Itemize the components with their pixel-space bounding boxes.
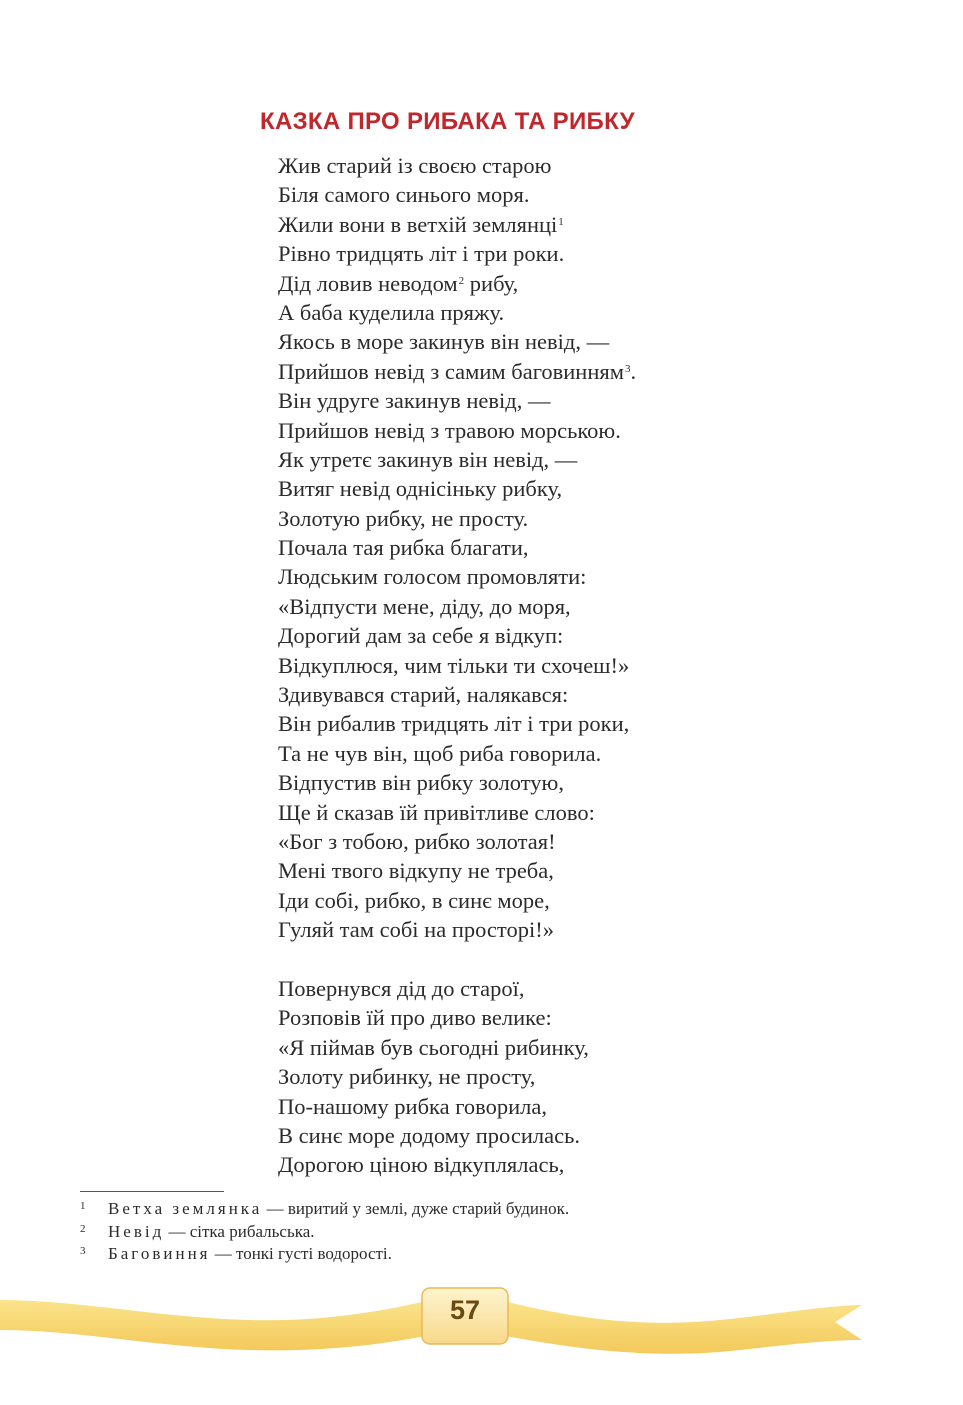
poem-line: По-нашому рибка говорила, xyxy=(278,1093,547,1119)
footnote-number: 3 xyxy=(80,1245,86,1257)
poem-line: Золоту рибинку, не просту, xyxy=(278,1064,536,1090)
footnote-divider xyxy=(80,1191,224,1192)
footnote-number: 1 xyxy=(80,1200,86,1212)
poem-line: Здивувався старий, налякався: xyxy=(278,682,569,708)
poem-line: «Відпусти мене, діду, до моря, xyxy=(278,593,571,619)
poem-line: Якось в море закинув він невід, — xyxy=(278,329,610,355)
poem-line: Ще й сказав їй привітливе слово: xyxy=(278,799,595,825)
poem-line: Відкуплюся, чим тільки ти схочеш!» xyxy=(278,652,630,678)
footnote-number: 2 xyxy=(80,1222,86,1235)
footnote-term: Ветха землянка xyxy=(108,1199,263,1218)
poem-line-text: Прийшов невід з самим баговинням xyxy=(278,358,624,384)
poem-line: «Бог з тобою, рибко золотая! xyxy=(278,828,556,854)
poem-line xyxy=(278,210,636,239)
poem-line-text: Дід ловив неводом xyxy=(278,270,458,296)
footnote-ref-2[interactable]: 2 xyxy=(458,274,465,287)
poem-line: Прийшов невід з травою морською. xyxy=(278,417,621,443)
poem-line: Та не чув він, щоб риба говорила. xyxy=(278,740,602,766)
poem-line-text: Жили вони в ветхій землянці xyxy=(278,211,558,237)
poem-line: Жив старий із своєю старою xyxy=(278,153,552,178)
poem-line: Мені твого відкупу не треба, xyxy=(278,858,554,884)
poem-line: Він удруге закинув невід, — xyxy=(278,388,551,414)
footnote-term: Баговиння xyxy=(108,1244,211,1263)
poem-line: Біля самого синього моря. xyxy=(278,182,530,208)
poem-line: Почала тая рибка благати, xyxy=(278,535,529,561)
poem-line-text: . xyxy=(630,358,637,384)
footnote-definition: — тонкі густі водорості. xyxy=(210,1244,392,1263)
footnotes xyxy=(80,1198,569,1266)
poem-line xyxy=(278,357,636,386)
footnote-1 xyxy=(80,1198,569,1221)
poem-line-text: рибу, xyxy=(464,270,519,296)
poem-line: В синє море додому просилась. xyxy=(278,1122,580,1148)
poem-line: А баба куделила пряжу. xyxy=(278,299,505,325)
footnote-ref-1[interactable]: 1 xyxy=(558,215,564,228)
footnote-term: Невід xyxy=(108,1221,165,1241)
page-title: КАЗКА ПРО РИБАКА ТА РИБКУ xyxy=(260,108,635,135)
poem-line: Гуляй там собі на просторі!» xyxy=(278,917,554,943)
poem-line: Він рибалив тридцять літ і три роки, xyxy=(278,711,630,737)
page-number: 57 xyxy=(449,1295,481,1325)
stanza-2 xyxy=(278,974,636,1180)
footnote-2 xyxy=(80,1221,569,1244)
poem-line: Як утретє закинув він невід, — xyxy=(278,446,578,472)
poem-line: Відпустив він рибку золотую, xyxy=(278,770,564,796)
ribbon-right xyxy=(500,1300,862,1354)
footnote-3 xyxy=(80,1243,569,1266)
poem-line xyxy=(278,269,636,298)
poem-line: Дорогою ціною відкуплялась, xyxy=(278,1152,565,1178)
footnote-ref-3[interactable]: 3 xyxy=(624,362,631,375)
poem-line: Розповів їй про диво велике: xyxy=(278,1005,552,1031)
poem-line: «Я піймав був сьогодні рибинку, xyxy=(278,1034,589,1060)
poem-line: Людським голосом промовляти: xyxy=(278,564,587,590)
poem-line: Рівно тридцять літ і три роки. xyxy=(278,241,565,267)
poem-line: Повернувся дід до старої, xyxy=(278,975,525,1001)
footnote-definition: — сітка рибальська. xyxy=(164,1221,315,1241)
stanza-1 xyxy=(278,151,636,945)
poem-line: Витяг невід однісіньку рибку, xyxy=(278,476,563,502)
poem-body xyxy=(278,151,636,1180)
poem-line: Золотую рибку, не просту. xyxy=(278,505,529,531)
poem-line: Дорогий дам за себе я відкуп: xyxy=(278,623,564,649)
footnote-definition: — виритий у землі, дуже старий будинок. xyxy=(262,1199,570,1218)
poem-line: Іди собі, рибко, в синє море, xyxy=(278,887,550,913)
ribbon-left xyxy=(0,1300,430,1350)
